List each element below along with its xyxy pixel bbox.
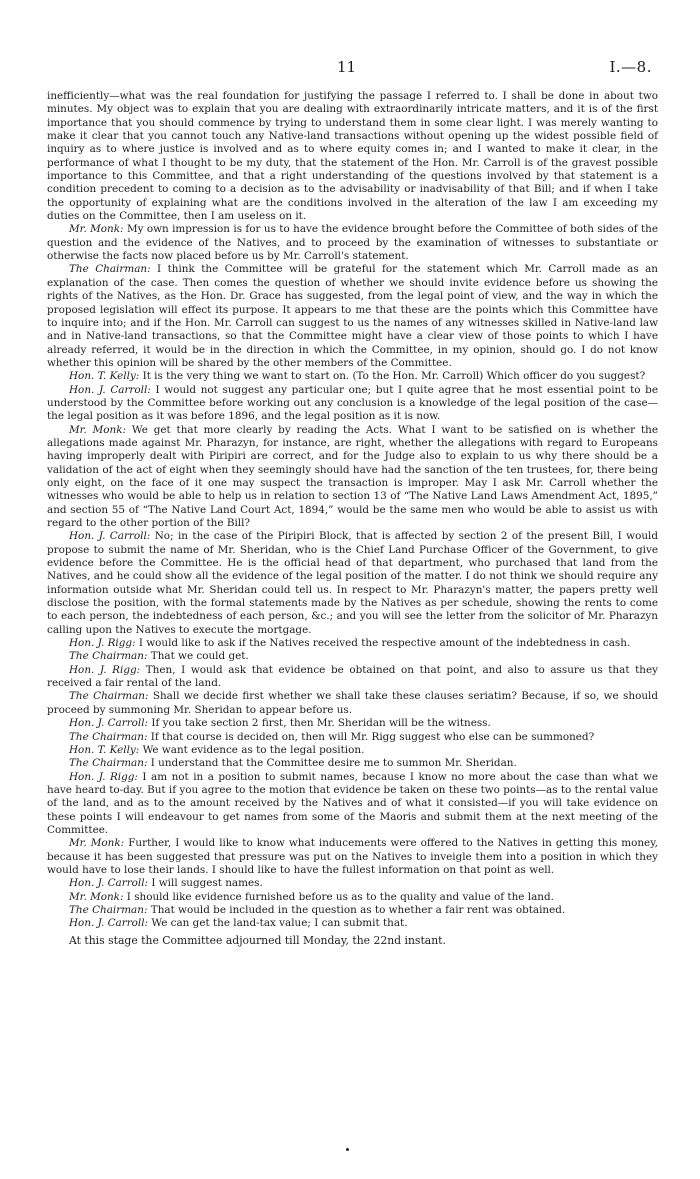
speaker-name: Hon. J. Rigg: (69, 637, 136, 650)
speaker-name: Mr. Monk: (69, 423, 126, 436)
speech-text: We get that more clearly by reading the Acts. What I want to be satisfied on is whether the allegations made against Mr. Pharazyn, for instance, are right, whether the allegations with regard to Europeans having improperly dealt with Piripiri are correct, and for the Judge also to explain to us why there should be a validation of the act of eight when they seemingly should have had the sanction of the ten trustees, for, there being only eight, on the face of it one may suspect the transaction is improper. May I ask Mr. Carroll whether the witnesses who would be able to help us in relation to section 13 of “The Native Land Laws Amendment Act, 1895,” and section 55 of “The Native Land Court Act, 1894,” would be the same men who would be able to assist us with regard to the other portion of the Bill? (47, 423, 658, 529)
speech-text: That we could get. (150, 650, 249, 663)
speaker-name: The Chairman: (69, 757, 148, 770)
minutes-paragraph (47, 424, 658, 531)
speech-text: If that course is decided on, then will Mr. Rigg suggest who else can be summoned? (150, 730, 595, 743)
speech-text: I would not suggest any particular one; but I quite agree that he most essential point to be understood by the Committee before working out any conclusion is a knowledge of the legal position of the case—the legal position as it was before 1896, and the legal position as it is now. (47, 383, 658, 423)
speech-text: Shall we decide first whether we shall take these clauses seriatim? Because, if so, we should proceed by summoning Mr. Sheridan to appear before us. (47, 690, 658, 716)
speaker-name: Hon. J. Carroll: (69, 877, 149, 890)
speaker-name: Hon. J. Rigg: (69, 663, 141, 676)
speech-text: Further, I would like to know what inducements were offered to the Natives in getting this money, because it has been suggested that pressure was put on the Natives to inveigle them into a position in which they would have to lose their lands. I should like to have the fullest information on that point as well. (47, 837, 658, 876)
speech-text: We want evidence as to the legal position. (142, 743, 365, 756)
speech-text: I think the Committee will be grateful for the statement which Mr. Carroll made as an explanation of the case. Then comes the question of whether we should invite evidence before us showing the rights of the Natives, as the Hon. Dr. Grace has suggested, from the legal point of view, and the way in which the proposed legislation will effect its purpose. It appears to me that these are the points which this Committee have to inquire into; and if the Hon. Mr. Carroll can suggest to us the names of any witnesses skilled in Native-land law and in Native-land transactions, so that the Committee might have a clear view of those points to which I have already referred, it would be in the direction in which the Committee, in my opinion, should go. I do not know whether this opinion will be shared by the other members of the Committee. (47, 263, 658, 369)
speaker-name: The Chairman: (69, 263, 151, 276)
speech-text: We can get the land-tax value; I can submit that. (151, 917, 408, 930)
speaker-name: Hon. J. Carroll: (69, 717, 149, 730)
speech-text: It is the very thing we want to start on. (To the Hon. Mr. Carroll) Which officer do you suggest? (142, 370, 646, 383)
speaker-name: The Chairman: (69, 650, 148, 663)
minutes-paragraph (47, 757, 658, 770)
minutes-paragraphs (47, 223, 658, 930)
opening-paragraph: inefficiently—what was the real foundation for justifying the passage I referred to. I shall be done in about two minutes. My object was to explain that you are dealing with extraordinarily intricate matters, and it is of the first importance that you should commence by trying to understand them in some clear light. I was merely wanting to make it clear that you cannot touch any Native-land transactions without opening up the widest possible field of inquiry as to where justice is involved and as to where equity comes in; and I wanted to make it clear, in the performance of what I thought to be my duty, that the statement of the Hon. Mr. Carroll is of the gravest possible importance to this Committee, and that a right understanding of the questions involved by that statement is a condition precedent to coming to a decision as to the advisability or inadvisability of that Bill; and if when I take the opportunity of explaining what are the conditions involved in the alteration of the law I am exceeding my duties on the Committee, then I am useless on it. (47, 90, 658, 223)
minutes-paragraph (47, 904, 658, 917)
speech-text: I should like evidence furnished before us as to the quality and value of the land. (126, 890, 554, 903)
minutes-paragraph (47, 837, 658, 877)
speaker-name: The Chairman: (69, 690, 149, 703)
minutes-paragraph (47, 731, 658, 744)
minutes-paragraph (47, 891, 658, 904)
speech-text: I understand that the Committee desire me to summon Mr. Sheridan. (150, 757, 517, 770)
speech-text: I will suggest names. (151, 877, 263, 890)
speaker-name: The Chairman: (69, 903, 148, 916)
speaker-name: Hon. T. Kelly: (69, 743, 140, 756)
minutes-paragraph (47, 370, 658, 383)
page-number: 11 (337, 58, 357, 76)
minutes-paragraph (47, 690, 658, 717)
speaker-name: Hon. J. Carroll: (69, 383, 151, 396)
minutes-paragraph (47, 530, 658, 637)
speech-text: If you take section 2 first, then Mr. Sheridan will be the witness. (151, 717, 491, 730)
speech-text: I would like to ask if the Natives received the respective amount of the indebtedness in cash. (138, 637, 631, 650)
speech-text: No; in the case of the Piripiri Block, that is affected by section 2 of the present Bill, I would propose to submit the name of Mr. Sheridan, who is the Chief Land Purchase Officer of the Government, to give evidence before the Committee. He is the official head of that department, who purchased that land from the Natives, and he could show all the evidence of the legal position of the matter. I do not think we should require any information outside what Mr. Sheridan could tell us. In respect to Mr. Pharazyn's matter, the papers pretty well disclose the position, with the formal statements made by the Natives as per schedule, showing the rents to come to each person, the indebtedness of each person, &c.; and you will see the letter from the solicitor of Mr. Pharazyn calling upon the Natives to execute the mortgage. (47, 530, 659, 636)
footer-mark (346, 1148, 349, 1151)
minutes-paragraph (47, 650, 658, 663)
speech-text: My own impression is for us to have the evidence brought before the Committee of both sides of the question and the evidence of the Natives, and to proceed by the examination of witnesses to substantiate or otherwise the facts now placed before us by Mr. Carroll's statement. (47, 223, 658, 263)
minutes-paragraph (47, 744, 658, 757)
speaker-name: Mr. Monk: (69, 837, 125, 850)
speaker-name: Mr. Monk: (69, 890, 124, 903)
speaker-name: Hon. T. Kelly: (69, 370, 140, 383)
minutes-paragraph (47, 384, 658, 424)
minutes-paragraph (47, 664, 658, 691)
speaker-name: Hon. J. Carroll: (69, 530, 151, 543)
page-header (0, 58, 700, 78)
minutes-paragraph (47, 637, 658, 650)
speaker-name: Hon. J. Carroll: (69, 917, 149, 930)
minutes-paragraph (47, 223, 658, 263)
speaker-name: Mr. Monk: (69, 223, 124, 236)
minutes-paragraph (47, 917, 658, 930)
document-body (47, 90, 658, 947)
speech-text: Then, I would ask that evidence be obtained on that point, and also to assure us that they received a fair rental of the land. (47, 663, 658, 690)
minutes-paragraph (47, 877, 658, 890)
speaker-name: Hon. J. Rigg: (69, 770, 138, 783)
minutes-paragraph (47, 263, 658, 370)
closing-paragraph: At this stage the Committee adjourned till Monday, the 22nd instant. (69, 933, 446, 947)
minutes-paragraph (47, 771, 658, 838)
document-reference: I.—8. (609, 58, 652, 76)
minutes-paragraph (47, 717, 658, 730)
speech-text: That would be included in the question as to whether a fair rent was obtained. (150, 903, 566, 916)
speaker-name: The Chairman: (69, 730, 148, 743)
speech-text: I am not in a position to submit names, because I know no more about the case than what we have heard to-day. But if you agree to the motion that evidence be taken on these two points—as to the rental value of the land, and as to the amount received by the Natives and of what it consisted—if you will take evidence on these points I will endeavour to get names from some of the Maoris and submit them at the next meeting of the Committee. (47, 770, 658, 836)
